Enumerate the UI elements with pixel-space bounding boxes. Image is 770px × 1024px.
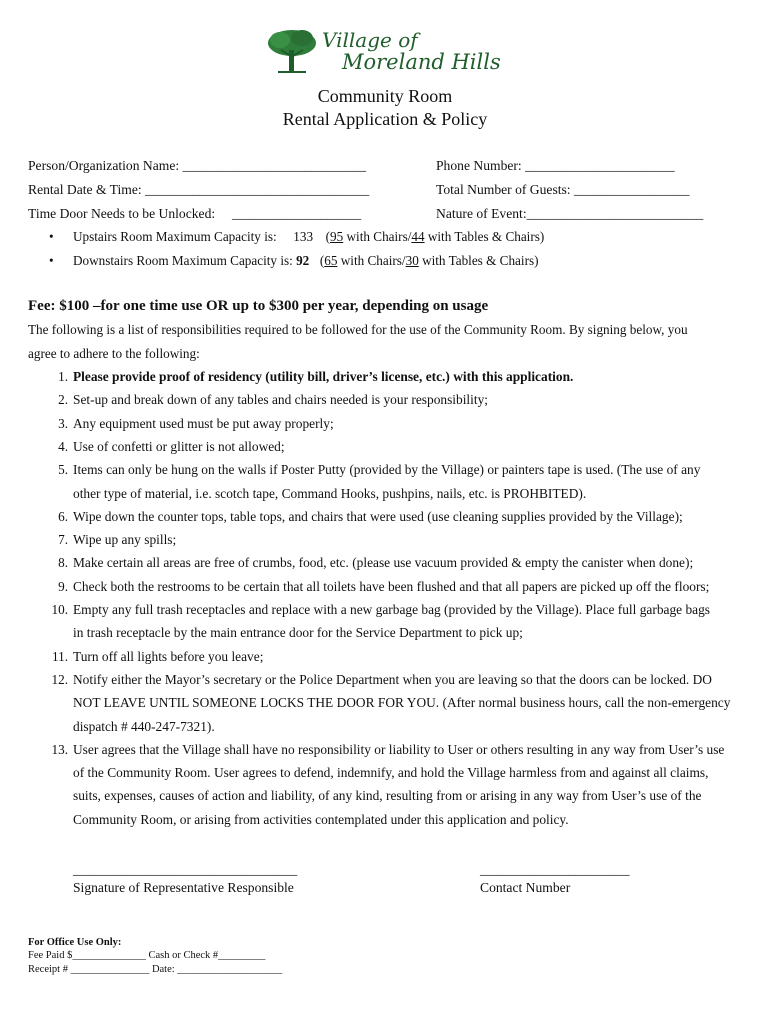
list-item-text: Make certain all areas are free of crumbs, food, etc. (please use vacuum provided & empty the canister when done);: [73, 555, 694, 571]
list-item-number: 4.: [58, 438, 68, 454]
person-org-field[interactable]: Person/Organization Name: ___________________________: [28, 158, 367, 173]
list-item-text: dispatch # 440-247-7321).: [73, 718, 215, 734]
fee-heading: Fee: $100 –for one time use OR up to $300 per year, depending on usage: [28, 298, 489, 314]
list-item-text: Any equipment used must be put away properly;: [73, 415, 334, 431]
list-item-text: in trash receptacle by the main entrance door for the Service Department to pick up;: [73, 625, 523, 641]
office-use-heading: For Office Use Only:: [28, 937, 122, 948]
intro-line2: agree to adhere to the following:: [28, 346, 200, 361]
list-item-number: 10.: [51, 602, 68, 617]
office-fee-line: Fee Paid $______________ Cash or Check #_________: [28, 950, 266, 961]
list-item-text: Please provide proof of residency (utility bill, driver’s license, etc.) with this application.: [73, 369, 574, 384]
list-item-text: Turn off all lights before you leave;: [73, 648, 264, 664]
guests-field[interactable]: Total Number of Guests: _________________: [436, 182, 690, 197]
logo-text-line2: Moreland Hills: [342, 50, 501, 74]
upstairs-tables: 44: [411, 229, 425, 244]
list-item-number: 11.: [52, 648, 68, 664]
list-item-number: 5.: [58, 462, 68, 478]
list-item-number: 6.: [58, 508, 68, 524]
list-item-text: of the Community Room. User agrees to defend, indemnify, and hold the Village harmless from and against all claims,: [73, 765, 709, 781]
upstairs-value: 133: [293, 229, 314, 244]
door-time-field[interactable]: ___________________: [232, 206, 362, 221]
list-item-text: Community Room, or arising from activities contemplated under this application and policy.: [73, 811, 569, 827]
list-item-text: Use of confetti or glitter is not allowed;: [73, 438, 285, 454]
logo-text-line1: Village of: [322, 28, 418, 52]
list-item-text: Empty any full trash receptacles and replace with a new garbage bag (provided by the Village). Place full garbage bags: [73, 602, 710, 617]
signature-line[interactable]: _________________________________: [73, 862, 298, 877]
downstairs-value: 92: [296, 253, 310, 268]
list-item-text: NOT LEAVE UNTIL SOMEONE LOCKS THE DOOR FOR YOU. (After normal business hours, call the non-emergency: [73, 695, 731, 711]
list-item-number: 2.: [58, 392, 68, 408]
village-logo: [266, 26, 506, 76]
upstairs-chairs: 95: [330, 229, 344, 244]
upstairs-capacity: • Upstairs Room Maximum Capacity is: 133 (95 with Chairs/44 with Tables & Chairs): [73, 229, 544, 245]
list-item-number: 13.: [51, 741, 68, 757]
phone-field[interactable]: Phone Number: ______________________: [436, 158, 675, 173]
list-item-text: suits, expenses, causes of action and liability, of any kind, resulting from or arising in any way from User’s use of the: [73, 788, 702, 804]
downstairs-chairs: 65: [324, 253, 338, 268]
list-item-text: Check both the restrooms to be certain that all toilets have been flushed and that all papers are picked up off the floors;: [73, 578, 710, 594]
list-item-text: User agrees that the Village shall have no responsibility or liability to User or others resulting in any way from User’s use: [73, 741, 725, 757]
signature-label: Signature of Representative Responsible: [73, 880, 294, 895]
title-line1: Community Room: [317, 86, 453, 106]
intro-line1: The following is a list of responsibilities required to be followed for the use of the Community Room. By signing below, you: [28, 322, 688, 337]
list-item-number: 1.: [58, 369, 68, 384]
downstairs-capacity: • Downstairs Room Maximum Capacity is: 92 (65 with Chairs/30 with Tables & Chairs): [73, 253, 539, 269]
list-item-text: other type of material, i.e. scotch tape, Command Hooks, pushpins, nails, etc. is PROHBITED).: [73, 485, 587, 501]
downstairs-tables: 30: [405, 253, 419, 268]
list-item-text: Wipe down the counter tops, table tops, and chairs that were used (use cleaning supplies provided by the Village);: [73, 508, 683, 524]
rental-date-field[interactable]: Rental Date & Time: _________________________________: [28, 182, 370, 197]
list-item-number: 12.: [51, 671, 68, 687]
list-item-number: 7.: [58, 532, 68, 548]
list-item-number: 3.: [58, 415, 68, 431]
list-item-number: 8.: [58, 555, 68, 571]
list-item-text: Items can only be hung on the walls if Poster Putty (provided by the Village) or painters tape is used. (The use of any: [73, 462, 701, 478]
contact-number-line[interactable]: ______________________: [480, 862, 630, 877]
office-receipt-line: Receipt # _______________ Date: ____________________: [28, 964, 283, 975]
list-item-text: Notify either the Mayor’s secretary or the Police Department when you are leaving so that the doors can be locked. DO: [73, 671, 712, 687]
downstairs-label: Downstairs Room Maximum Capacity is:: [73, 253, 293, 268]
nature-of-event-field[interactable]: Nature of Event:__________________________: [436, 206, 704, 221]
list-item-text: Wipe up any spills;: [73, 532, 177, 548]
contact-number-label: Contact Number: [480, 880, 571, 895]
door-time-label: Time Door Needs to be Unlocked:: [28, 206, 216, 221]
list-item-number: 9.: [58, 578, 68, 594]
title-line2: Rental Application & Policy: [282, 109, 488, 129]
tree-icon: [266, 26, 318, 76]
list-item-text: Set-up and break down of any tables and chairs needed is your responsibility;: [73, 392, 489, 408]
upstairs-label: Upstairs Room Maximum Capacity is:: [73, 229, 277, 244]
